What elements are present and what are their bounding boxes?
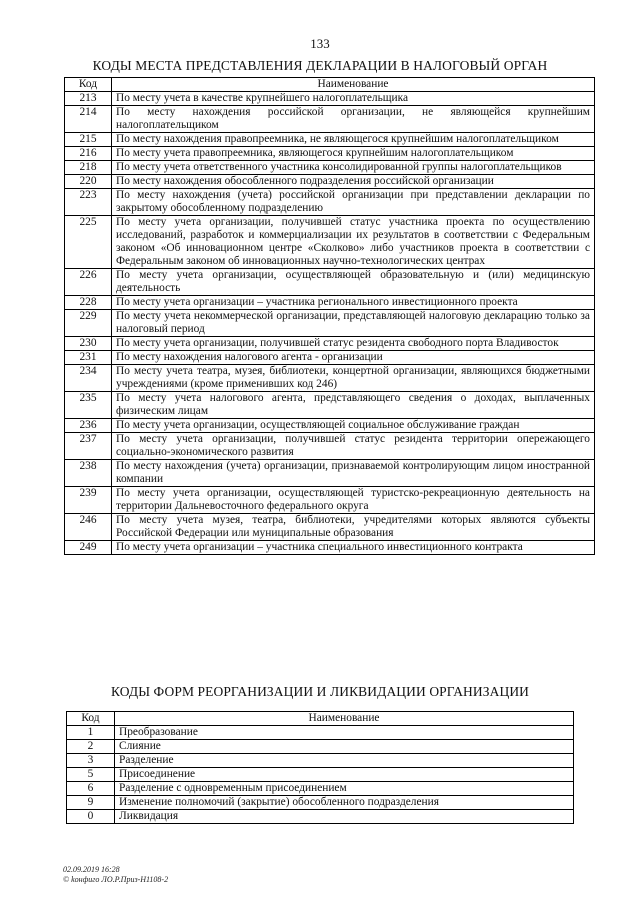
row-code: 2 [67,740,115,754]
row-name: Разделение с одновременным присоединением [115,782,574,796]
table-row [65,147,595,161]
row-name: По месту учета организации, получившей статус резидента территории опережающего социально-экономического развития [112,433,595,460]
row-name: По месту нахождения (учета) российской организации при представлении декларации по закрытому обособленному подразделению [112,189,595,216]
row-code: 214 [65,106,112,133]
row-name: По месту учета организации – участника регионального инвестиционного проекта [112,296,595,310]
row-code: 218 [65,161,112,175]
row-name: По месту учета организации – участника специального инвестиционного контракта [112,541,595,555]
table-row [65,189,595,216]
row-name: По месту нахождения обособленного подразделения российской организации [112,175,595,189]
row-code: 238 [65,460,112,487]
table-row [65,161,595,175]
table-row [65,92,595,106]
page-number: 133 [310,36,330,51]
table-row [65,310,595,337]
table-row [65,365,595,392]
declaration-place-codes-table [64,77,595,555]
row-code: 6 [67,782,115,796]
row-code: 0 [67,810,115,824]
row-name: Изменение полномочий (закрытие) обособленного подразделения [115,796,574,810]
row-name: По месту учета организации, осуществляющей образовательную и (или) медицинскую деятельность [112,269,595,296]
table-row [65,216,595,269]
reorganization-codes-body [67,726,574,824]
row-name: По месту учета правопреемника, являющегося крупнейшим налогоплательщиком [112,147,595,161]
row-code: 226 [65,269,112,296]
row-code: 215 [65,133,112,147]
table-row [65,351,595,365]
table-header-row [65,78,595,92]
section-title-declaration-place-codes: КОДЫ МЕСТА ПРЕДСТАВЛЕНИЯ ДЕКЛАРАЦИИ В НАЛОГОВЫЙ ОРГАН [92,58,548,73]
row-name: По месту учета налогового агента, представляющего сведения о доходах, выплаченных физическим лицам [112,392,595,419]
footer-date: 02.09.2019 16:28 [63,865,120,874]
row-name: По месту нахождения российской организации, не являющейся крупнейшим налогоплательщиком [112,106,595,133]
table-row [65,175,595,189]
row-name: По месту учета ответственного участника консолидированной группы налогоплательщиков [112,161,595,175]
row-name: По месту нахождения налогового агента - организации [112,351,595,365]
row-name: Разделение [115,754,574,768]
row-name: Преобразование [115,726,574,740]
table-row [65,460,595,487]
row-code: 237 [65,433,112,460]
table-row [67,754,574,768]
row-code: 231 [65,351,112,365]
row-name: По месту учета некоммерческой организации, представляющей налоговую декларацию только за налоговый период [112,310,595,337]
row-code: 216 [65,147,112,161]
row-code: 213 [65,92,112,106]
table-row [65,337,595,351]
reorganization-codes-table [66,711,574,824]
column-header-name: Наименование [112,78,595,92]
row-code: 9 [67,796,115,810]
row-code: 223 [65,189,112,216]
table-row [65,392,595,419]
row-code: 5 [67,768,115,782]
row-name: По месту учета в качестве крупнейшего налогоплательщика [112,92,595,106]
row-name: Присоединение [115,768,574,782]
table-row [65,106,595,133]
row-code: 225 [65,216,112,269]
row-code: 220 [65,175,112,189]
table-row [65,433,595,460]
column-header-name: Наименование [115,712,574,726]
row-code: 234 [65,365,112,392]
declaration-place-codes-body [65,92,595,555]
row-name: Ликвидация [115,810,574,824]
row-name: По месту учета организации, осуществляющей социальное обслуживание граждан [112,419,595,433]
row-code: 3 [67,754,115,768]
table-row [65,541,595,555]
table-row [67,810,574,824]
table-row [67,740,574,754]
row-code: 228 [65,296,112,310]
column-header-code: Код [67,712,115,726]
footer-document-id: © kонфuго ЛО.Р.Прuз-Н1108-2 [63,875,169,884]
table-row [65,514,595,541]
row-name: По месту учета музея, театра, библиотеки, учредителями которых являются субъекты Российской Федерации или муниципальные образования [112,514,595,541]
row-code: 246 [65,514,112,541]
table-row [67,782,574,796]
row-code: 229 [65,310,112,337]
column-header-code: Код [65,78,112,92]
row-code: 1 [67,726,115,740]
row-code: 249 [65,541,112,555]
row-code: 236 [65,419,112,433]
table-row [65,296,595,310]
table-row [67,796,574,810]
footer-stamp [63,865,168,885]
table-row [67,726,574,740]
table-row [65,419,595,433]
row-name: По месту учета театра, музея, библиотеки, концертной организации, являющихся бюджетными учреждениями (кроме применивших код 246) [112,365,595,392]
row-code: 235 [65,392,112,419]
table-row [65,487,595,514]
table-row [65,269,595,296]
section-title-reorganization-codes: КОДЫ ФОРМ РЕОРГАНИЗАЦИИ И ЛИКВИДАЦИИ ОРГАНИЗАЦИИ [110,684,530,699]
row-name: Слияние [115,740,574,754]
row-name: По месту нахождения правопреемника, не являющегося крупнейшим налогоплательщиком [112,133,595,147]
table-header-row [67,712,574,726]
table-row [67,768,574,782]
row-name: По месту учета организации, осуществляющей туристско-рекреационную деятельность на территории Дальневосточного федерального округа [112,487,595,514]
row-name: По месту нахождения (учета) организации, признаваемой контролирующим лицом иностранной компании [112,460,595,487]
row-name: По месту учета организации, получившей статус участника проекта по осуществлению исследований, разработок и коммерциализации их результатов в соответствии с Федеральным законом «Об инновационном центре «Сколково» либо участников проекта в соответствии с Федеральным законом об инновационных научно-технологических центрах [112,216,595,269]
row-code: 230 [65,337,112,351]
row-name: По месту учета организации, получившей статус резидента свободного порта Владивосток [112,337,595,351]
table-row [65,133,595,147]
row-code: 239 [65,487,112,514]
